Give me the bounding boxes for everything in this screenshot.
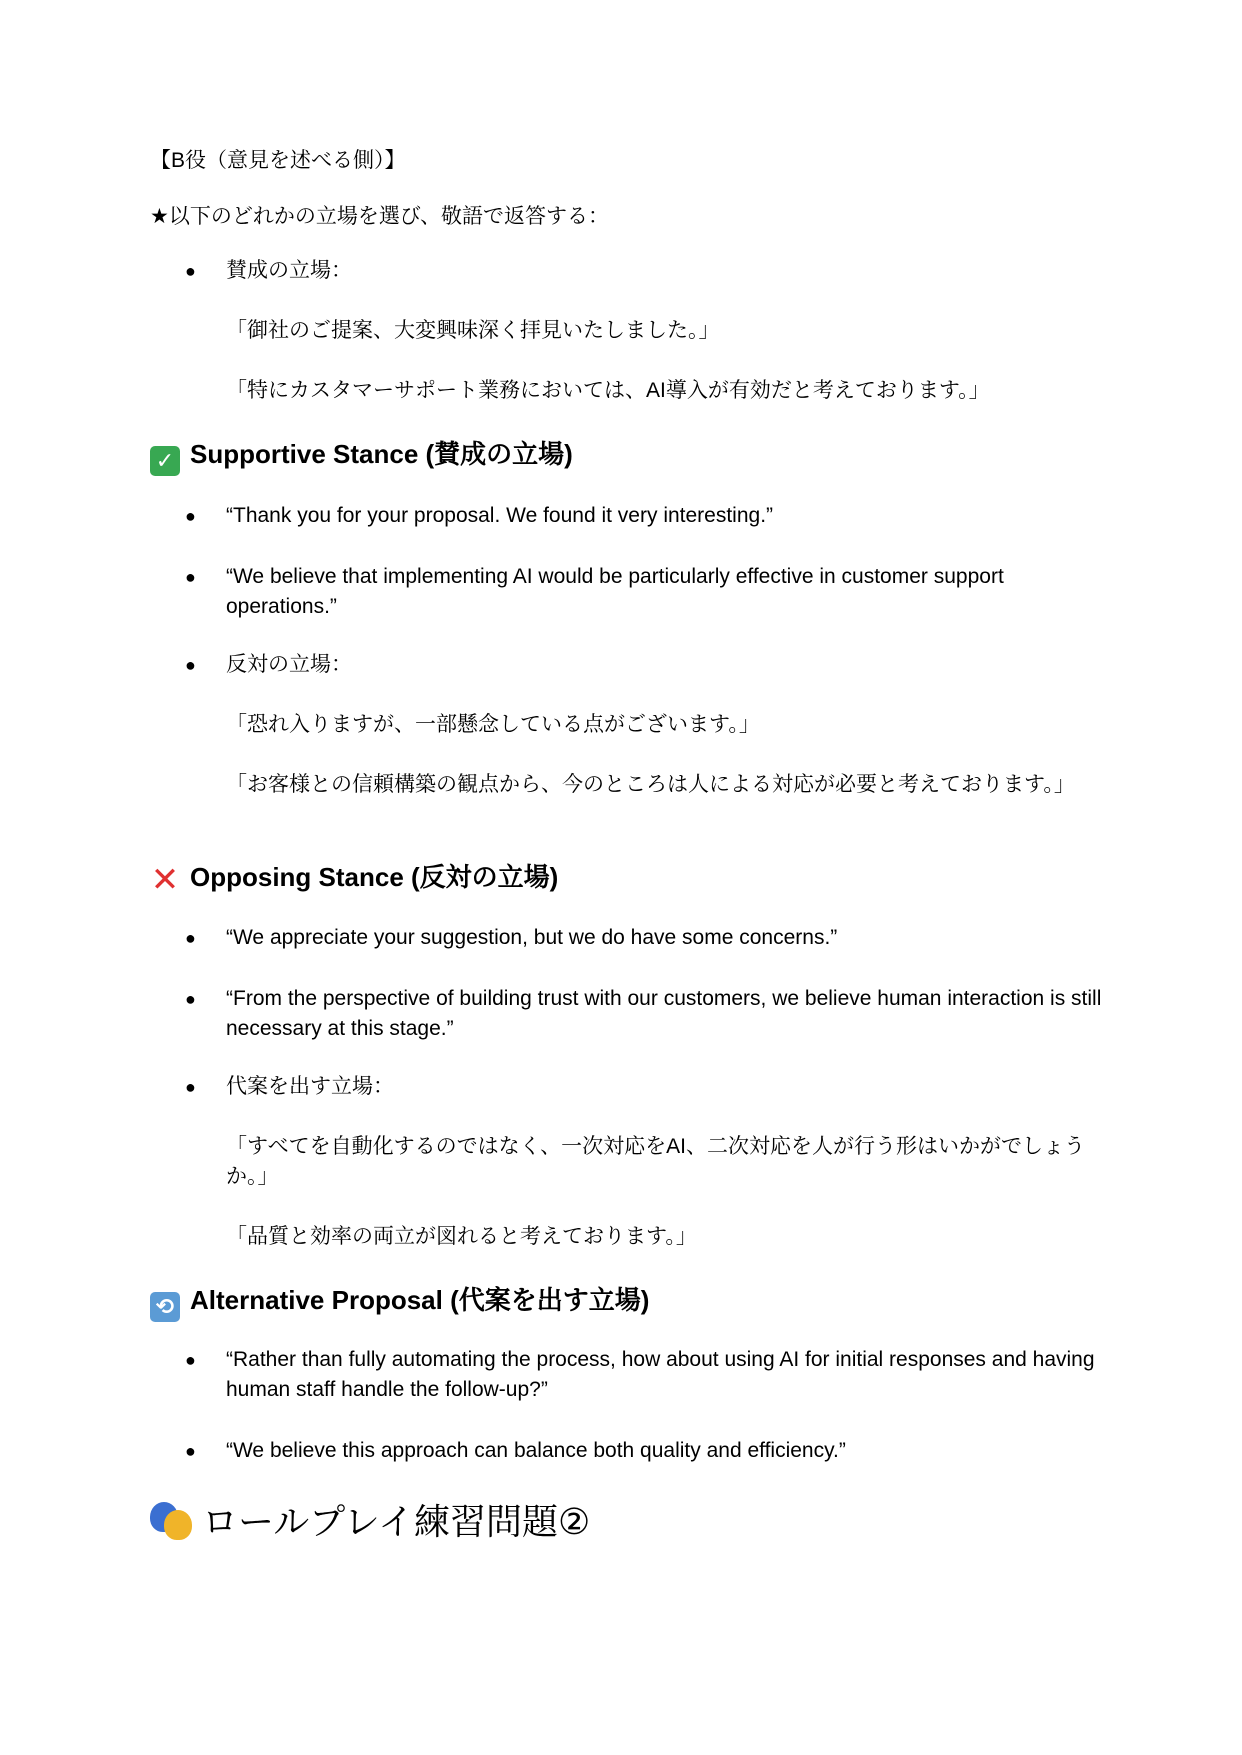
alternative-heading-text: Alternative Proposal (代案を出す立場)	[190, 1285, 650, 1315]
supportive-heading-text: Supportive Stance (賛成の立場)	[190, 439, 573, 469]
support-jp-label: 賛成の立場：	[226, 259, 352, 282]
roleplay-exercise-title: ロールプレイ練習問題②	[202, 1501, 591, 1542]
roleplay-exercise-heading	[150, 1500, 590, 1544]
bullet-dot-icon: ●	[185, 1077, 196, 1097]
bullet-dot-icon: ●	[185, 989, 196, 1009]
role-header: 【B役（意見を述べる側）】	[150, 149, 406, 172]
support-en-text-2: “We believe that implementing AI would be particularly effective in customer support operations.”	[226, 565, 1004, 618]
cycle-arrows-icon: ⟲	[150, 1292, 180, 1322]
alternative-proposal-heading	[150, 1283, 649, 1322]
supportive-stance-heading	[150, 437, 573, 476]
opposing-stance-heading	[150, 860, 559, 899]
bullet-dot-icon: ●	[185, 567, 196, 587]
alt-en-text-1: “Rather than fully automating the process, how about using AI for initial responses and having human staff handle the follow-up?”	[226, 1348, 1095, 1401]
check-mark-icon: ✓	[150, 446, 180, 476]
bullet-dot-icon: ●	[185, 506, 196, 526]
bullet-dot-icon: ●	[185, 261, 196, 281]
support-en-text-1: “Thank you for your proposal. We found it very interesting.”	[226, 504, 774, 527]
oppose-jp-quote-1: 「恐れ入りますが、一部懸念している点がございます。」	[226, 713, 760, 736]
support-jp-quote-2: 「特にカスタマーサポート業務においては、AI導入が有効だと考えております。」	[226, 379, 990, 402]
oppose-jp-quote-2: 「お客様との信頼構築の観点から、今のところは人による対応が必要と考えております。」	[226, 773, 1075, 796]
bullet-dot-icon: ●	[185, 655, 196, 675]
cross-mark-icon: ✕	[150, 861, 180, 899]
support-jp-quote-1: 「御社のご提案、大変興味深く拝見いたしました。」	[226, 319, 720, 342]
oppose-en-text-1: “We appreciate your suggestion, but we do have some concerns.”	[226, 926, 838, 949]
bullet-dot-icon: ●	[185, 1441, 196, 1461]
opposing-heading-text: Opposing Stance (反対の立場)	[190, 862, 559, 892]
alt-jp-label: 代案を出す立場：	[226, 1075, 394, 1098]
theater-masks-icon	[150, 1500, 192, 1540]
bullet-dot-icon: ●	[185, 1350, 196, 1370]
oppose-jp-label: 反対の立場：	[226, 653, 352, 676]
instruction-text: ★以下のどれかの立場を選び、敬語で返答する：	[150, 205, 609, 228]
oppose-en-text-2: “From the perspective of building trust with our customers, we believe human interaction is still necessary at this stage.”	[226, 987, 1102, 1040]
alt-en-text-2: “We believe this approach can balance both quality and efficiency.”	[226, 1439, 846, 1462]
alt-jp-quote-1: 「すべてを自動化するのではなく、一次対応をAI、二次対応を人が行う形はいかがでしょうか。」	[226, 1135, 1085, 1188]
bullet-dot-icon: ●	[185, 928, 196, 948]
alt-jp-quote-2: 「品質と効率の両立が図れると考えております。」	[226, 1225, 697, 1248]
